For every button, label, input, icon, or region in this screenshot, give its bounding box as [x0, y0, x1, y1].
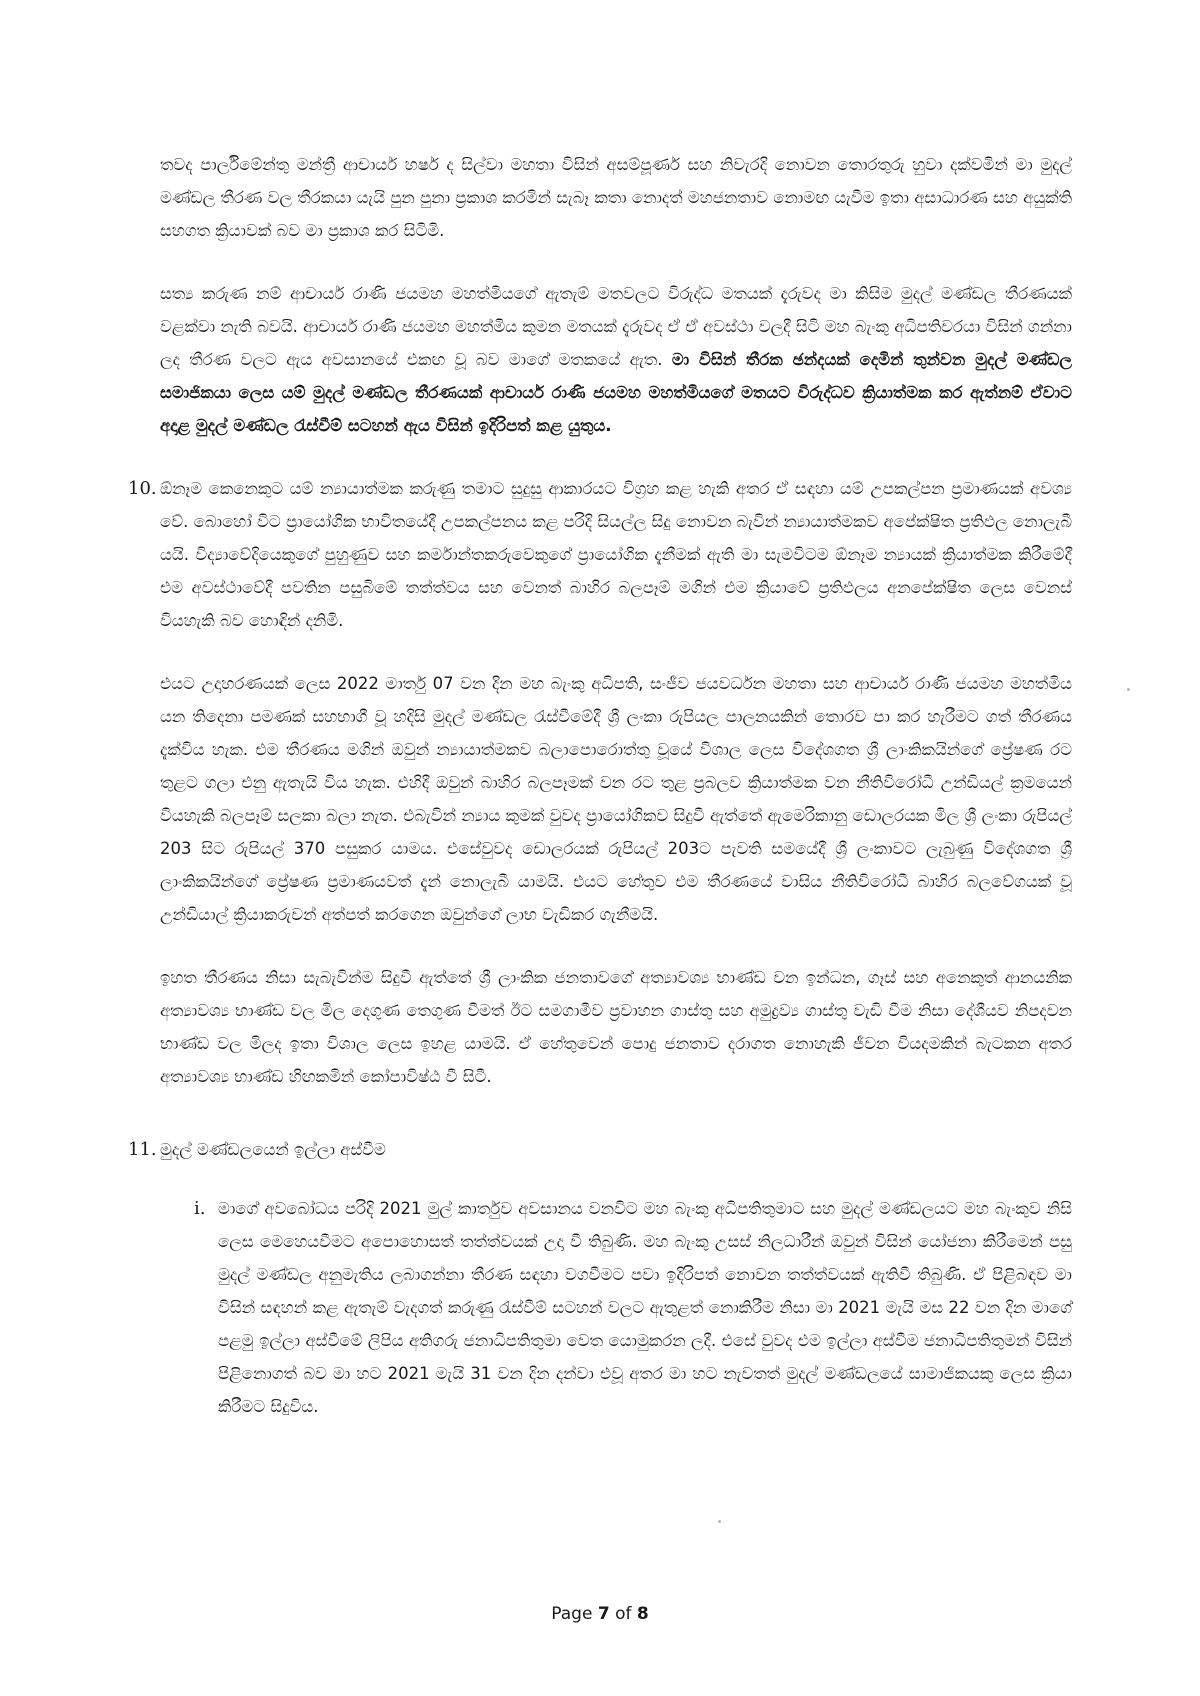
page-footer	[0, 1604, 1200, 1624]
footer-middle: of	[609, 1604, 637, 1624]
section-10	[128, 472, 1072, 637]
footer-current-page: 7	[597, 1604, 610, 1624]
paragraph-1: තවද පාර්ලිමේන්තු මන්ත්‍රී ආචාර්ය හර්ෂ ද සිල්වා මහතා විසින් අසම්පූර්ණ සහ නිවැරදි නොවන තොරතුරු හුවා දක්වමින් මා මුදල් මණ්ඩල තීරණ වල තීරකයා යැයි පුන පුනා ප්‍රකාශ කරමින් සැබෑ කතා නොදත් මහජනතාව නොමඟ යැවීම ඉතා අසාධාරණ සහ අයුක්ති සහගත ක්‍රියාවක් බව මා ප්‍රකාශ කර සිටිමි.	[160, 155, 1072, 240]
paragraph-2	[160, 277, 1072, 442]
section-11-item-i	[194, 1192, 1072, 1423]
scan-speck	[1127, 688, 1130, 691]
paragraph-4: එයට උදාහරණයක් ලෙස 2022 මාර්තු 07 වන දින මහ බැංකු අධිපති, සංජීව ජයවර්ධන මහතා සහ ආචාර්ය රාණි ජයමහ මහත්මිය යන තිදෙනා පමණක් සහභාගී වූ හදිසි මුදල් මණ්ඩල රැස්වීමේදී ශ්‍රී ලංකා රුපියල පාලනයකින් තොරව පා කර හැරීමට ගත් තීරණය දැක්විය හැක. එම තීරණය මගින් ඔවුන් න්‍යායාත්මකව බලාපොරොත්තු වූයේ විශාල ලෙස විදේශගත ශ්‍රී ලාංකිකයින්ගේ ප්‍රේෂණ රට තුළට ගලා එනු ඇතැයි විය හැක. එහිදී ඔවුන් බාහිර බලපෑමක් වන රට තුළ ප්‍රබලව ක්‍රියාත්මක වන නීතිවිරෝධී උන්ඩියල් ක්‍රමයෙන් වියහැකි බලපෑම් සලකා බලා නැත. එබැවින් න්‍යාය කුමක් වුවද ප්‍රායෝගිකව සිදුවී ඇත්තේ ඇමෙරිකානු ඩොලරයක මිල ශ්‍රී ලංකා රුපියල් 203 සිට රුපියල් 370 පසුකර යාමය. එසේවුවද ඩොලරයක් රුපියල් 203ට පැවති සමයේදී ශ්‍රී ලංකාවට ලැබුණු විදේශගත ශ්‍රී ලාංකිකයින්ගේ ප්‍රේෂණ ප්‍රමාණයවත් දැන් නොලැබී යාමයි. එයට හේතුව එම තීරණයේ වාසිය නීතිවිරෝධී බාහිර බලවේගයක් වූ උන්ඩියාල් ක්‍රියාකරුවන් අත්පත් කරගෙන ඔවුන්ගේ ලාභ වැඩිකර ගැනීමයි.	[160, 674, 1072, 924]
page-content	[128, 148, 1072, 1453]
scan-speck	[718, 1520, 721, 1523]
footer-prefix: Page	[551, 1604, 598, 1624]
section-11-heading	[128, 1133, 1072, 1166]
footer-total-pages: 8	[636, 1604, 649, 1624]
section-10-number: 10.	[128, 478, 157, 499]
paragraph-3: ඕනෑම කෙනෙකුට යම් න්‍යායාත්මක කරුණු තමාට සුදුසු ආකාරයට විග්‍රහ කළ හැකි අතර ඒ සඳහා යම් උපකල්පන ප්‍රමාණයක් අවශ්‍ය වේ. බොහෝ විට ප්‍රායෝගික භාවිතයේදී උපකල්පනය කළ පරිදි සියල්ල සිදු නොවන බැවින් න්‍යායාත්මකව අපේක්ෂිත ප්‍රතිඵල නොලැබී යයි. විද්‍යාවේදියෙකුගේ පුහුණුව සහ කර්මාන්තකරුවෙකුගේ ප්‍රායෝගික දැනීමක් ඇති මා සැමවිටම ඕනෑම න්‍යායක් ක්‍රියාත්මක කිරීමේදී එම අවස්ථාවේදී පවතින පසුබිමේ තත්ත්වය සහ වෙනත් බාහිර බලපෑම් මගින් එම ක්‍රියාවේ ප්‍රතිඵලය අනපේක්ෂිත ලෙස වෙනස් වියහැකි බව හොඳින් දනිමි.	[160, 479, 1072, 630]
paragraph-2-bold: මා විසින් තීරක ඡන්දයක් දෙමින් තුන්වන මුදල් මණ්ඩල සමාජිකයා ලෙස යම් මුදල් මණ්ඩල තීරණයක් ආචාර්ය රාණි ජයමහ මහත්මියගේ මතයට විරුද්ධව ක්‍රියාත්මක කර ඇත්නම් ඒවාට අදාළ මුදල් මණ්ඩල රැස්වීම් සටහන් ඇය විසින් ඉදිරිපත් කළ යුතුය.	[160, 350, 1072, 435]
section-11-title: මුදල් මණ්ඩලයෙන් ඉල්ලා අස්වීම	[160, 1140, 386, 1159]
paragraph-5: ඉහත තීරණය නිසා සැබැවින්ම සිදුවී ඇත්තේ ශ්‍රී ලාංකික ජනතාවගේ අත්‍යාවශ්‍ය භාණ්ඩ වන ඉන්ධන, ගෑස් සහ අනෙකුත් ආනයනික අත්‍යාවශ්‍ය භාණ්ඩ වල මිල දෙගුණ තෙගුණ වීමත් ඊට සමගාමීව ප්‍රවාහන ගාස්තු සහ අමුද්‍රව්‍ය ගාස්තු වැඩි වීම නිසා දේශීයව නිපදවන භාණ්ඩ වල මිලද ඉතා විශාල ලෙස ඉහළ යාමයි. ඒ හේතුවෙන් පොදු ජනතාව දරාගත නොහැකි ජීවන වියදමකින් බැටකන අතර අත්‍යාවශ්‍ය භාණ්ඩ හිඟකමින් කෝපාවිෂ්ඨ වී සිටී.	[160, 968, 1072, 1086]
paragraph-item-i: මාගේ අවබෝධය පරිදි 2021 මුල් කාර්තුව අවසානය වනවිට මහ බැංකු අධිපතිතුමාට සහ මුදල් මණ්ඩලයට මහ බැංකුව නිසි ලෙස මෙහෙයවීමට අපොහොසත් තත්ත්වයක් උදා වී තිබුණි. මහ බැංකු උසස් නිලධාරීන් ඔවුන් විසින් යෝජනා කිරීමෙන් පසු මුදල් මණ්ඩල අනුමැතිය ලබාගන්නා තීරණ සඳහා වගවීමට පවා ඉදිරිපත් නොවන තත්ත්වයක් ඇතිවී තිබුණි. ඒ පිළිබඳව මා විසින් සඳහන් කළ ඇතැම් වැදගත් කරුණු රැස්වීම් සටහන් වලට ඇතුළත් නොකිරීම නිසා මා 2021 මැයි මස 22 වන දින මාගේ පළමු ඉල්ලා අස්වීමේ ලිපිය අතිගරු ජනාධිපතිතුමා වෙත යොමුකරන ලදී. එසේ වුවද එම ඉල්ලා අස්වීම ජනාධිපතිතුමන් විසින් පිළිනොගත් බව මා හට 2021 මැයි 31 වන දින දන්වා එවූ අතර මා හට නැවතත් මුදල් මණ්ඩලයේ සාමාජිකයකු ලෙස ක්‍රියා කිරීමට සිදුවිය.	[218, 1199, 1072, 1416]
paragraph-2-normal: සත්‍ය කරුණ නම් ආචාර්ය රාණි ජයමහ මහත්මියගේ ඇතැම් මතවලට විරුද්ධ මතයක් දැරුවද මා කිසිම මුදල් මණ්ඩල තීරණයක් වළක්වා නැති බවයි. ආචාර්ය රාණි ජයමහ මහත්මිය කුමන මතයක් දැරුවද ඒ ඒ අවස්ථා වලදී සිටි මහ බැංකු අධිපතිවරයා විසින් ගන්නා ලද තීරණ වලට ඇය අවසානයේ එකඟ වූ බව මාගේ මතකයේ ඇත.	[160, 284, 1072, 369]
item-i-number: i.	[194, 1198, 206, 1219]
section-11-number: 11.	[128, 1139, 157, 1160]
